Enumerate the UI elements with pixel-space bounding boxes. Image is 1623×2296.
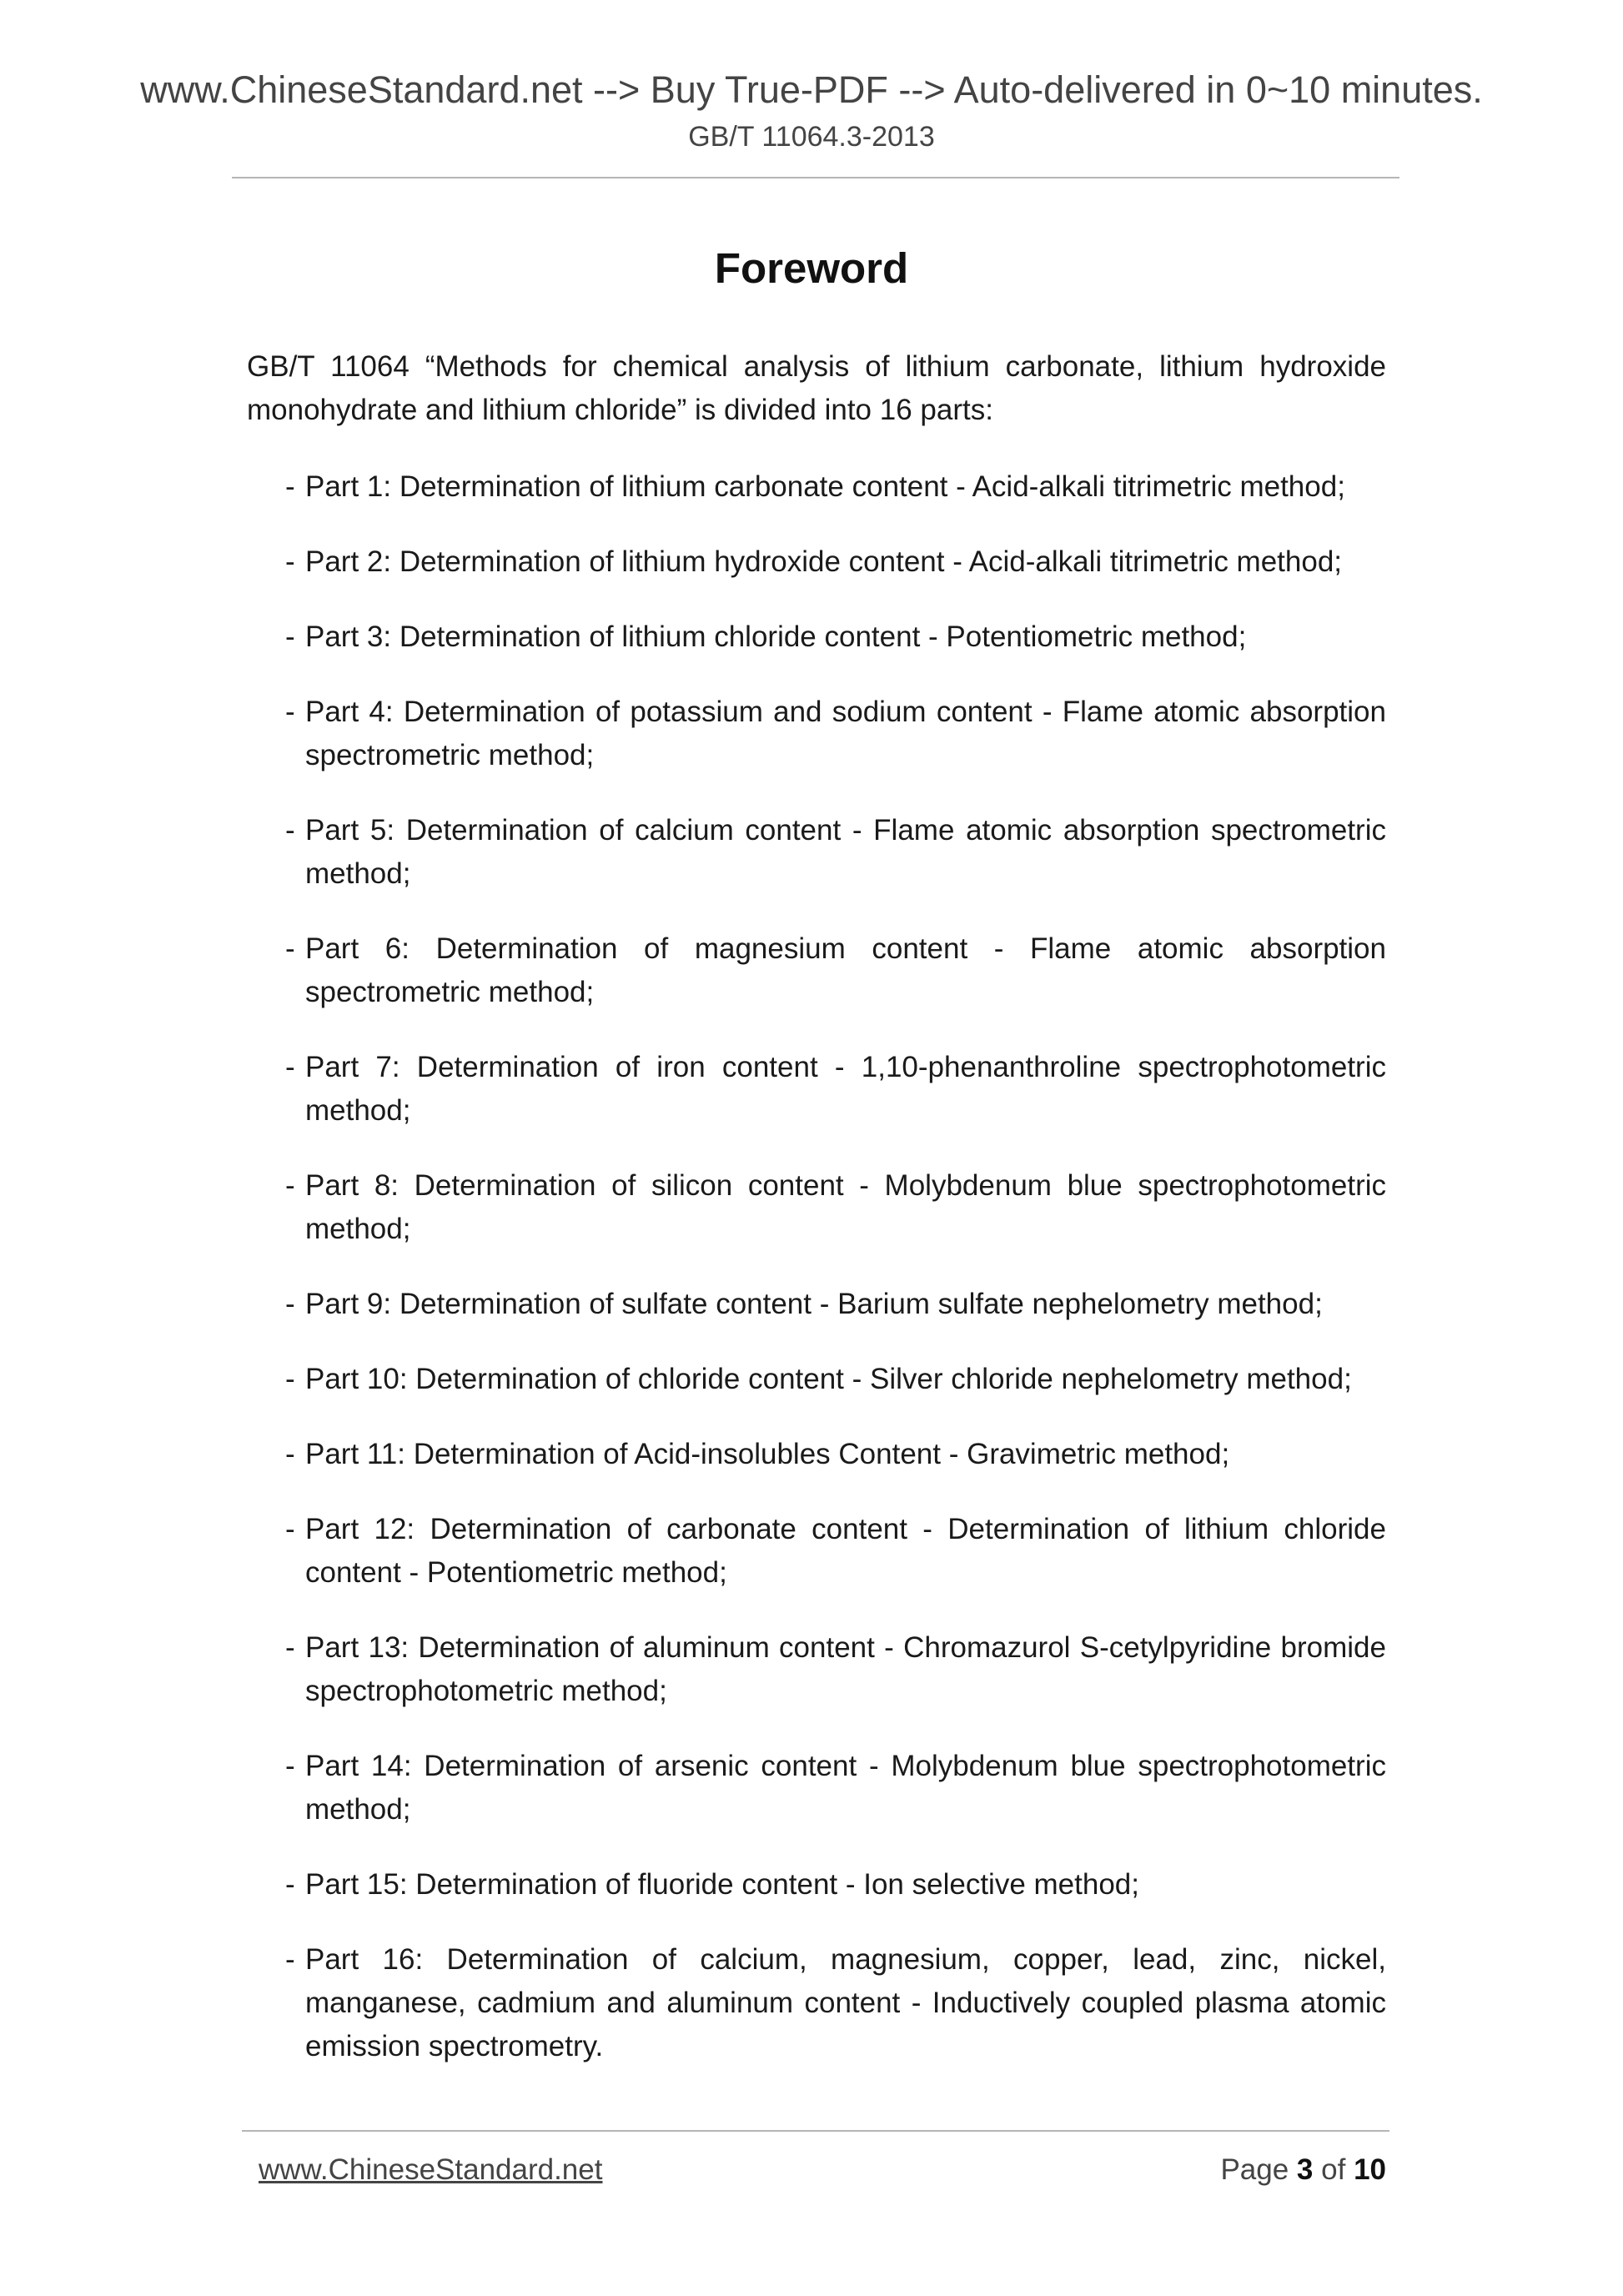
- list-item: [247, 1046, 1386, 1133]
- foreword-body: [247, 345, 1386, 2100]
- part-text: Part 16: Determination of calcium, magnesium, copper, lead, zinc, nickel, manganese, cadmium and aluminum content - Inductively coupled plasma atomic emission spectrometry.: [305, 1943, 1386, 2062]
- part-text: Part 14: Determination of arsenic content - Molybdenum blue spectrophotometric method;: [305, 1750, 1386, 1826]
- page-of-label: of: [1321, 2153, 1346, 2186]
- part-text: Part 8: Determination of silicon content - Molybdenum blue spectrophotometric method;: [305, 1169, 1386, 1245]
- footer-site-link[interactable]: www.ChineseStandard.net: [259, 2153, 603, 2186]
- list-item: [247, 1358, 1386, 1401]
- list-bullet: -: [285, 1943, 295, 1976]
- list-item: [247, 691, 1386, 777]
- footer-divider: [242, 2130, 1389, 2132]
- list-bullet: -: [285, 932, 295, 965]
- list-item: [247, 1508, 1386, 1595]
- part-text: Part 5: Determination of calcium content - Flame atomic absorption spectrometric method;: [305, 814, 1386, 890]
- part-text: Part 9: Determination of sulfate content - Barium sulfate nephelometry method;: [305, 1288, 1323, 1320]
- list-bullet: -: [285, 620, 295, 653]
- list-item: [247, 1164, 1386, 1251]
- list-item: [247, 615, 1386, 659]
- list-item: [247, 540, 1386, 584]
- list-item: [247, 1626, 1386, 1713]
- part-text: Part 1: Determination of lithium carbonate content - Acid-alkali titrimetric method;: [305, 470, 1345, 503]
- list-item: [247, 1283, 1386, 1326]
- part-text: Part 4: Determination of potassium and sodium content - Flame atomic absorption spectrometric method;: [305, 696, 1386, 771]
- part-text: Part 11: Determination of Acid-insolubles Content - Gravimetric method;: [305, 1438, 1230, 1470]
- part-text: Part 13: Determination of aluminum content - Chromazurol S-cetylpyridine bromide spectrophotometric method;: [305, 1631, 1386, 1707]
- list-bullet: -: [285, 1513, 295, 1545]
- list-bullet: -: [285, 1169, 295, 1202]
- part-text: Part 15: Determination of fluoride content - Ion selective method;: [305, 1868, 1139, 1901]
- list-bullet: -: [285, 1868, 295, 1901]
- list-bullet: -: [285, 1631, 295, 1664]
- list-item: [247, 1863, 1386, 1907]
- list-bullet: -: [285, 1051, 295, 1083]
- part-text: Part 10: Determination of chloride content - Silver chloride nephelometry method;: [305, 1363, 1352, 1395]
- page-current: 3: [1296, 2153, 1314, 2186]
- page-number: [1220, 2152, 1386, 2188]
- list-bullet: -: [285, 696, 295, 728]
- page-label: Page: [1220, 2153, 1289, 2186]
- list-item: [247, 1433, 1386, 1476]
- header-divider: [232, 177, 1399, 178]
- list-bullet: -: [285, 1288, 295, 1320]
- page-title: Foreword: [714, 244, 909, 292]
- list-bullet: -: [285, 1750, 295, 1782]
- parts-list: [247, 465, 1386, 2068]
- list-bullet: -: [285, 814, 295, 847]
- list-bullet: -: [285, 470, 295, 503]
- list-item: [247, 809, 1386, 896]
- list-item: [247, 927, 1386, 1014]
- list-item: [247, 465, 1386, 509]
- list-bullet: -: [285, 545, 295, 578]
- part-text: Part 3: Determination of lithium chloride content - Potentiometric method;: [305, 620, 1247, 653]
- list-bullet: -: [285, 1363, 295, 1395]
- site-banner: www.ChineseStandard.net --> Buy True-PDF --> Auto-delivered in 0~10 minutes.: [140, 68, 1483, 111]
- list-item: [247, 1745, 1386, 1831]
- intro-paragraph: GB/T 11064 “Methods for chemical analysis of lithium carbonate, lithium hydroxide monohydrate and lithium chloride” is divided into 16 parts:: [247, 350, 1386, 426]
- document-code: GB/T 11064.3-2013: [688, 121, 935, 153]
- list-item: [247, 1938, 1386, 2068]
- part-text: Part 6: Determination of magnesium content - Flame atomic absorption spectrometric method;: [305, 932, 1386, 1008]
- part-text: Part 12: Determination of carbonate content - Determination of lithium chloride content - Potentiometric method;: [305, 1513, 1386, 1589]
- list-bullet: -: [285, 1438, 295, 1470]
- part-text: Part 7: Determination of iron content - 1,10-phenanthroline spectrophotometric method;: [305, 1051, 1386, 1127]
- page-total: 10: [1354, 2153, 1386, 2186]
- part-text: Part 2: Determination of lithium hydroxide content - Acid-alkali titrimetric method;: [305, 545, 1343, 578]
